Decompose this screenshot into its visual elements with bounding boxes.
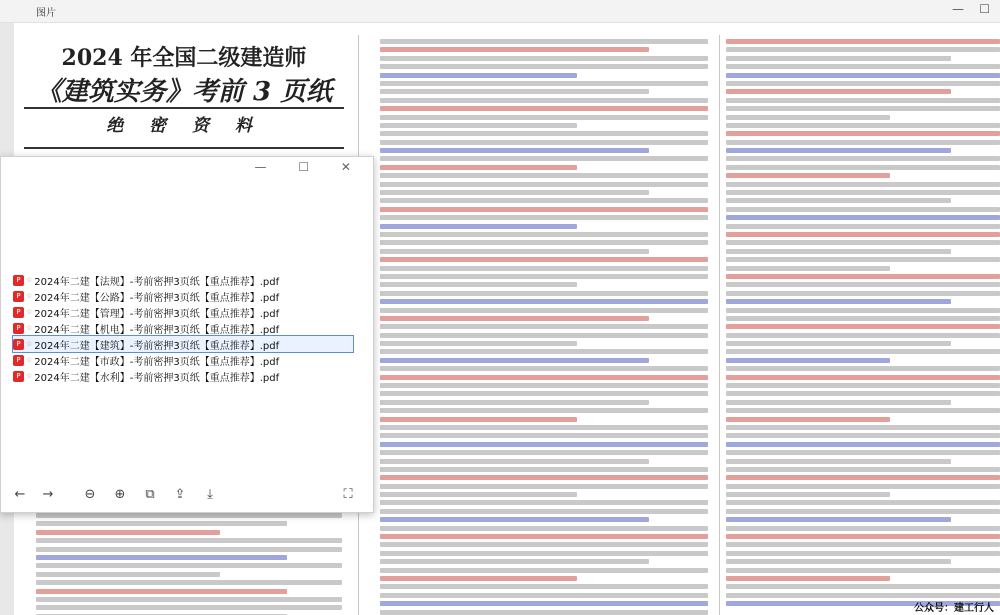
pdf-icon: P	[13, 355, 24, 366]
document-viewer[interactable]	[0, 23, 1000, 615]
file-item-shuili[interactable]	[13, 368, 353, 384]
file-item-jidian[interactable]	[13, 320, 353, 336]
share-icon[interactable]: ⇪	[174, 487, 186, 502]
document-title-line3: 绝 密 资 料	[106, 116, 262, 136]
forward-arrow-icon[interactable]: →	[42, 487, 54, 502]
window-title: 图片	[36, 8, 56, 19]
file-item-jianzhu[interactable]	[13, 336, 353, 352]
file-name: 2024年二建【水利】-考前密押3页纸【重点推荐】.pdf	[34, 372, 280, 384]
popup-toolbar	[1, 487, 373, 509]
file-name: 2024年二建【市政】-考前密押3页纸【重点推荐】.pdf	[34, 356, 280, 368]
file-item-fagui[interactable]	[13, 272, 353, 288]
file-name: 2024年二建【管理】-考前密押3页纸【重点推荐】.pdf	[34, 308, 280, 320]
popup-titlebar	[1, 157, 373, 179]
pdf-icon: P	[13, 339, 24, 350]
pdf-icon: P	[13, 275, 24, 286]
file-item-gonglu[interactable]	[13, 288, 353, 304]
page-2-text-block	[380, 39, 708, 615]
window-controls[interactable]	[952, 2, 990, 16]
window-titlebar	[0, 0, 1000, 23]
pdf-icon: P	[13, 371, 24, 382]
star-icon: ☆	[26, 292, 33, 300]
document-page-3	[720, 23, 1000, 615]
file-item-guanli[interactable]	[13, 304, 353, 320]
file-name: 2024年二建【法规】-考前密押3页纸【重点推荐】.pdf	[34, 276, 280, 288]
zoom-in-icon[interactable]: ⊕	[114, 487, 126, 502]
file-name: 2024年二建【建筑】-考前密押3页纸【重点推荐】.pdf	[34, 340, 280, 352]
fit-icon[interactable]: ⧉	[145, 487, 155, 502]
document-footer: 公众号：建工行人	[914, 603, 994, 614]
back-arrow-icon[interactable]: ←	[14, 487, 26, 502]
document-page-2	[368, 23, 718, 615]
file-item-shizheng[interactable]	[13, 352, 353, 368]
popup-window-controls[interactable]: — ☐ ✕	[254, 160, 365, 174]
document-title-line2: 《建筑实务》考前 3 页纸	[35, 77, 333, 107]
star-icon: ☆	[26, 356, 33, 364]
pdf-icon: P	[13, 323, 24, 334]
scan-icon[interactable]: ⛶	[343, 487, 353, 502]
document-title-line1: 2024 年全国二级建造师	[61, 45, 307, 71]
download-icon[interactable]: ⤓	[207, 487, 213, 502]
star-icon: ☆	[26, 308, 33, 316]
file-list	[13, 272, 353, 384]
image-popup-window[interactable]	[0, 156, 374, 513]
title-rule-bottom	[24, 147, 344, 149]
pdf-icon: P	[13, 307, 24, 318]
page-1-text-block	[36, 513, 342, 615]
star-icon: ☆	[26, 324, 33, 332]
file-name: 2024年二建【机电】-考前密押3页纸【重点推荐】.pdf	[34, 324, 280, 336]
star-icon: ☆	[26, 276, 33, 284]
pdf-icon: P	[13, 291, 24, 302]
title-rule	[24, 107, 344, 109]
star-icon: ☆	[26, 340, 33, 348]
file-name: 2024年二建【公路】-考前密押3页纸【重点推荐】.pdf	[34, 292, 280, 304]
page-3-text-block	[726, 39, 1000, 610]
star-icon: ☆	[26, 372, 33, 380]
maximize-icon[interactable]: ☐	[979, 2, 990, 16]
minimize-icon[interactable]: —	[951, 2, 964, 16]
zoom-out-icon[interactable]: ⊖	[84, 487, 96, 502]
